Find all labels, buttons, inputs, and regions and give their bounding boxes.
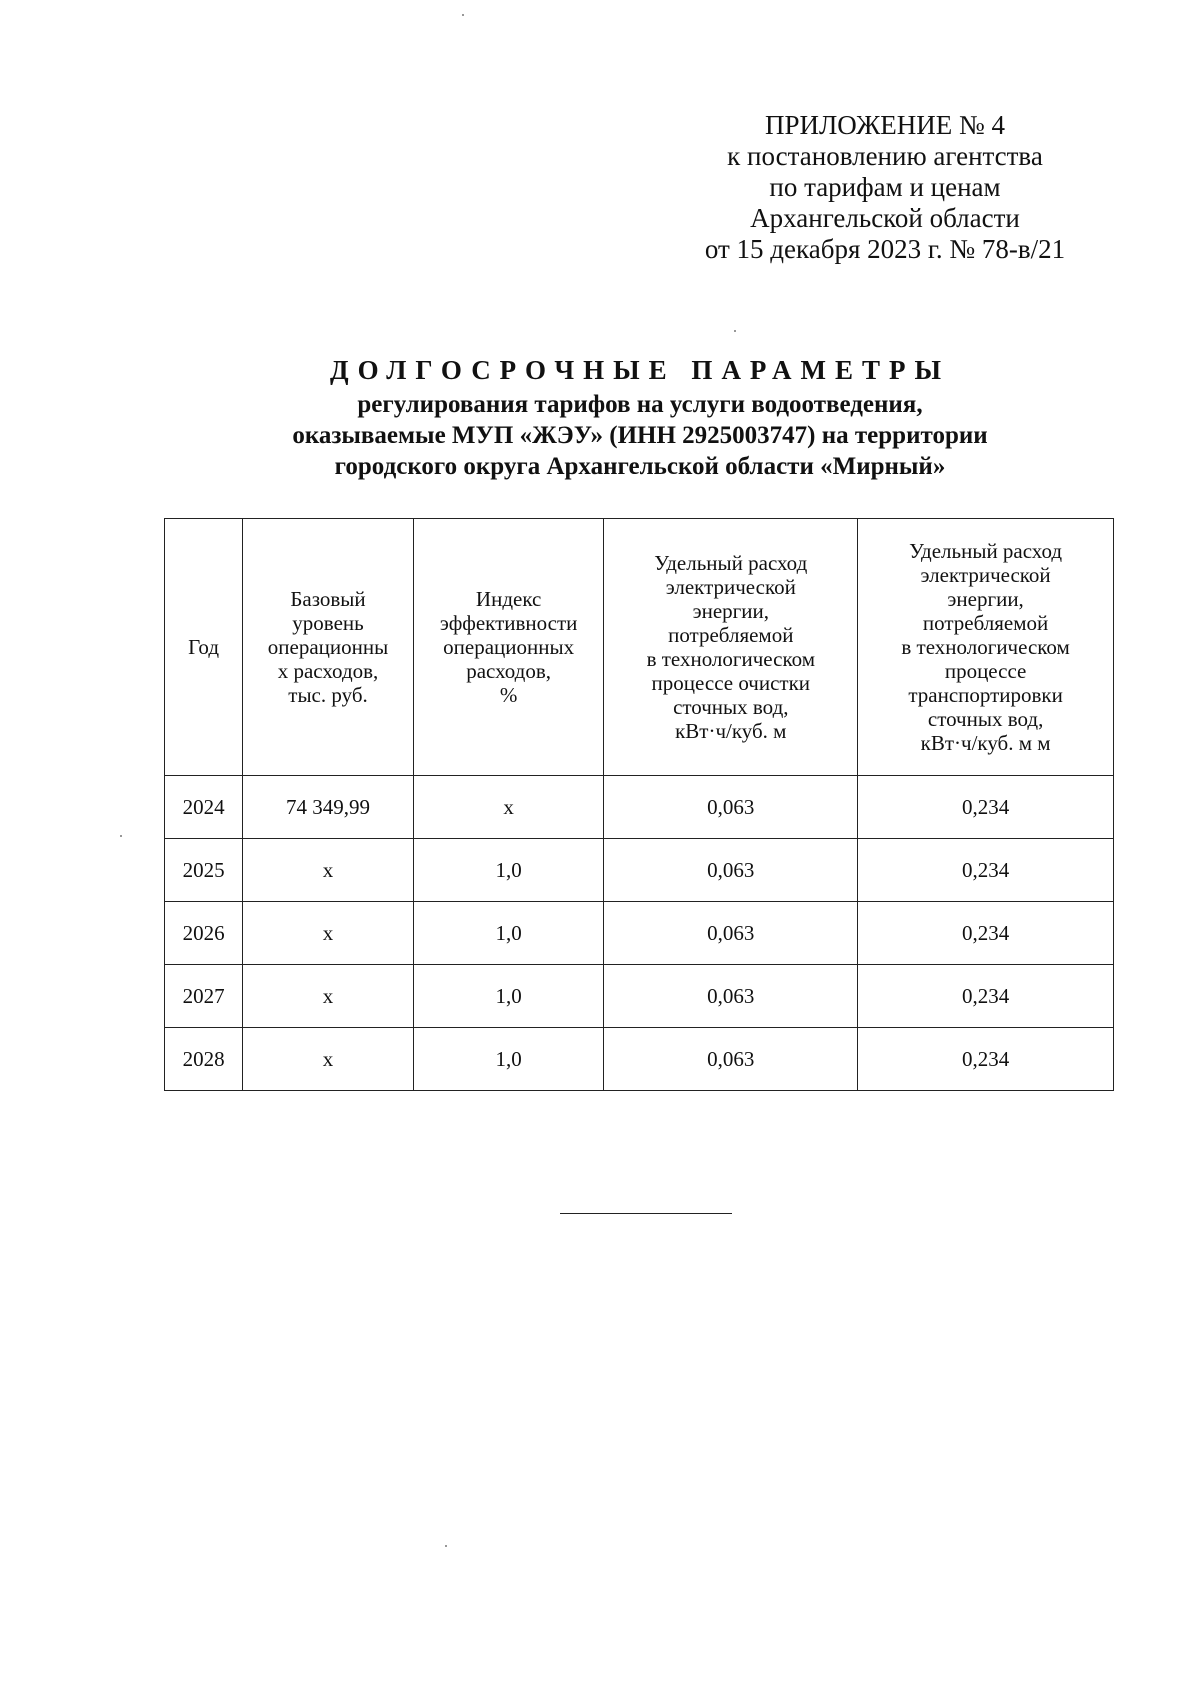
header-line: кВт·ч/куб. м м (920, 731, 1051, 755)
appendix-reference (660, 110, 1110, 265)
cell-index: 1,0 (413, 1028, 603, 1091)
cell-clean: 0,063 (604, 839, 858, 902)
header-energy-transport (858, 519, 1114, 776)
scan-speck (462, 14, 464, 16)
cell-base: х (243, 902, 414, 965)
header-line: тыс. руб. (288, 683, 368, 707)
cell-index: х (413, 776, 603, 839)
header-line: уровень (292, 611, 364, 635)
cell-year: 2025 (165, 839, 243, 902)
cell-base: х (243, 839, 414, 902)
header-year: Год (165, 519, 243, 776)
table-row (165, 776, 1114, 839)
cell-clean: 0,063 (604, 1028, 858, 1091)
appendix-date-number: от 15 декабря 2023 г. № 78-в/21 (704, 234, 1066, 264)
header-line: электрической (665, 575, 796, 599)
scan-speck (734, 330, 736, 332)
cell-clean: 0,063 (604, 902, 858, 965)
appendix-line-2: к постановлению агентства (727, 141, 1043, 171)
header-line: Удельный расход (654, 551, 808, 575)
scan-speck (120, 835, 122, 837)
title-line-2: регулирования тарифов на услуги водоотведения, (357, 391, 923, 418)
cell-index: 1,0 (413, 839, 603, 902)
header-line: кВт·ч/куб. м (675, 719, 787, 743)
header-line: потребляемой (922, 611, 1049, 635)
header-line: х расходов, (277, 659, 379, 683)
header-line: потребляемой (668, 623, 794, 647)
cell-year: 2027 (165, 965, 243, 1028)
header-line: в технологическом (646, 647, 815, 671)
title-line-3: оказываемые МУП «ЖЭУ» (ИНН 2925003747) на территории (292, 422, 988, 449)
header-base-level (243, 519, 414, 776)
cell-year: 2026 (165, 902, 243, 965)
table-row (165, 1028, 1114, 1091)
header-line: эффективности (439, 611, 578, 635)
header-line: Базовый (290, 587, 366, 611)
document-title (140, 353, 1140, 482)
cell-transport: 0,234 (858, 776, 1114, 839)
header-line: электрической (920, 563, 1051, 587)
header-line: процессе (944, 659, 1027, 683)
header-line: Индекс (475, 587, 542, 611)
header-energy-cleaning (604, 519, 858, 776)
title-line-4: городского округа Архангельской области «Мирный» (334, 453, 946, 480)
header-line: транспортировки (908, 683, 1063, 707)
header-line: операционных (443, 635, 575, 659)
header-line: энергии, (692, 599, 769, 623)
header-line: энергии, (947, 587, 1024, 611)
cell-transport: 0,234 (858, 902, 1114, 965)
cell-transport: 0,234 (858, 965, 1114, 1028)
header-line: в технологическом (901, 635, 1070, 659)
closing-line (560, 1213, 732, 1214)
header-line: расходов, (466, 659, 552, 683)
title-main: ДОЛГОСРОЧНЫЕ ПАРАМЕТРЫ (330, 355, 950, 385)
header-line: сточных вод, (673, 695, 789, 719)
appendix-line-4: Архангельской области (750, 203, 1020, 233)
header-efficiency-index (413, 519, 603, 776)
cell-base: х (243, 1028, 414, 1091)
header-line: операционны (267, 635, 389, 659)
table-row (165, 902, 1114, 965)
cell-transport: 0,234 (858, 839, 1114, 902)
header-line: Удельный расход (909, 539, 1063, 563)
header-line: сточных вод, (927, 707, 1044, 731)
appendix-number: ПРИЛОЖЕНИЕ № 4 (764, 110, 1006, 140)
header-line: процессе очистки (651, 671, 811, 695)
parameters-table (164, 518, 1114, 1091)
appendix-line-3: по тарифам и ценам (769, 172, 1001, 202)
cell-clean: 0,063 (604, 776, 858, 839)
table-row (165, 839, 1114, 902)
scan-speck (445, 1545, 447, 1547)
cell-year: 2028 (165, 1028, 243, 1091)
cell-base: 74 349,99 (243, 776, 414, 839)
cell-clean: 0,063 (604, 965, 858, 1028)
header-line: % (499, 683, 518, 707)
cell-base: х (243, 965, 414, 1028)
cell-transport: 0,234 (858, 1028, 1114, 1091)
table-header-row (165, 519, 1114, 776)
cell-year: 2024 (165, 776, 243, 839)
table-row (165, 965, 1114, 1028)
cell-index: 1,0 (413, 965, 603, 1028)
cell-index: 1,0 (413, 902, 603, 965)
